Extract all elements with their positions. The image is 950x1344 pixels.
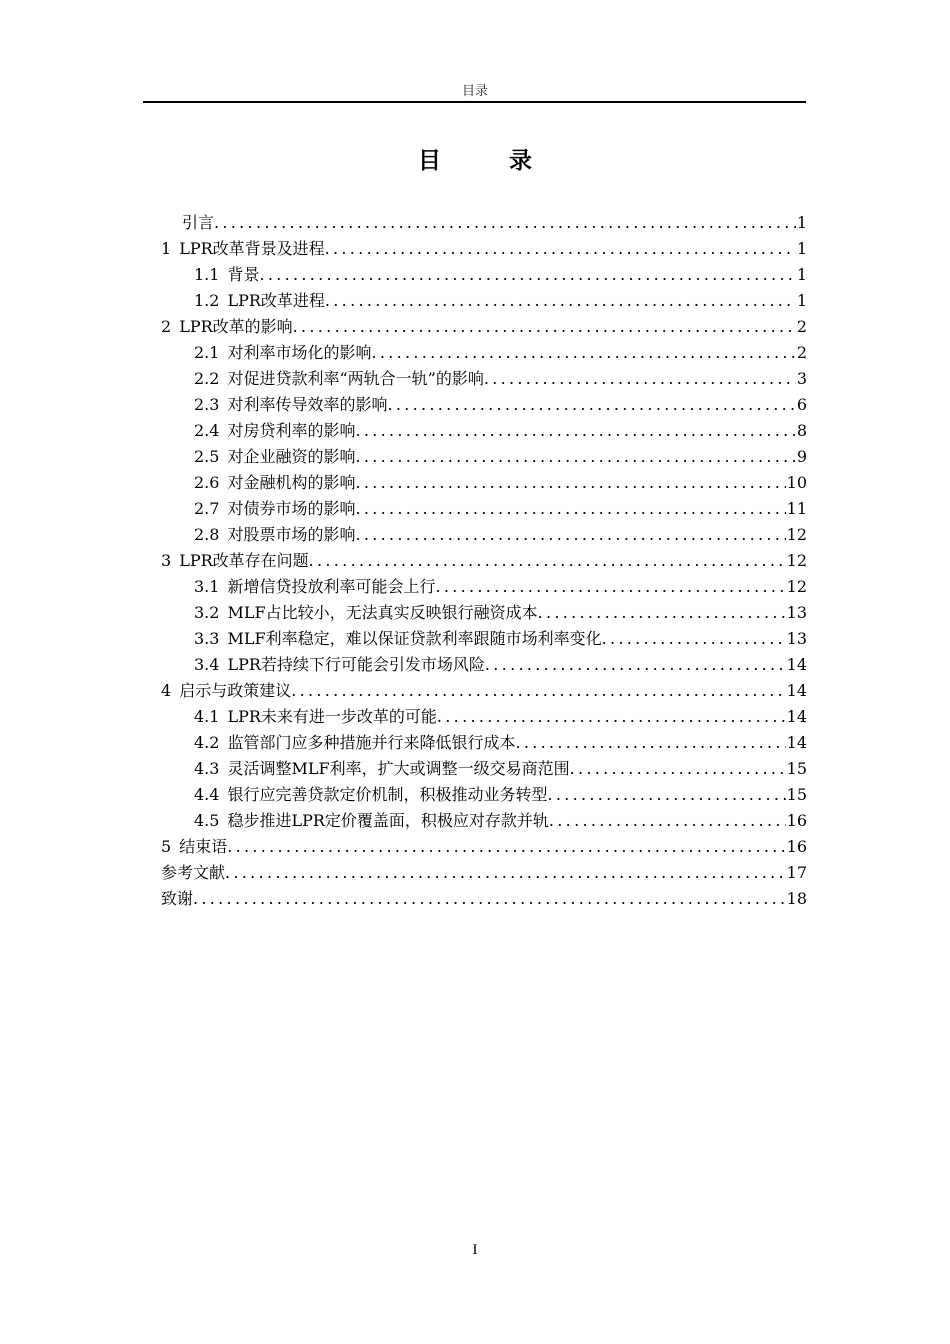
toc-entry-label [161,548,309,574]
toc-entry-page: 15 [786,785,807,804]
toc-entry-label [161,886,193,912]
toc-entry[interactable] [0,730,950,756]
toc-entry-number: 4.4 [194,785,220,804]
toc-entry-number: 2.4 [194,421,220,440]
toc-entry-page: 1 [796,291,807,310]
toc-entry-page: 15 [786,759,807,778]
toc-entry[interactable] [0,756,950,782]
toc-entry-title: 结束语 [179,837,228,856]
toc-entry-title: 致谢 [161,889,194,908]
toc-entry-page: 1 [796,265,807,284]
toc-entry-label [182,210,214,236]
page-title: 目 录 [417,148,562,174]
toc-entry-label [194,574,435,600]
toc-dot-leader [309,548,786,574]
toc-entry-page: 9 [796,447,807,466]
toc-entry[interactable] [0,834,950,860]
toc-entry-page: 1 [796,239,807,258]
toc-entry-number: 1 [161,239,172,258]
toc-entry-number: 1.1 [194,265,220,284]
toc-entry-title: 稳步推进LPR定价覆盖面，积极应对存款并轨 [227,811,549,830]
toc-entry[interactable] [0,808,950,834]
toc-dot-leader [355,470,785,496]
toc-entry-label [194,756,570,782]
toc-dot-leader [549,808,786,834]
toc-entry-page: 1 [796,213,807,232]
toc-entry-label [194,366,484,392]
toc-entry[interactable] [0,470,950,496]
toc-entry-page: 2 [796,317,807,336]
toc-entry-label [194,444,355,470]
toc-entry-title: LPR改革的影响 [179,317,293,336]
toc-dot-leader [547,782,785,808]
table-of-contents [0,210,950,912]
toc-entry[interactable] [0,418,950,444]
toc-dot-leader [325,236,796,262]
toc-dot-leader [570,756,786,782]
toc-dot-leader [293,314,796,340]
toc-entry-title: LPR若持续下行可能会引发市场风险 [227,655,485,674]
toc-entry-number: 2.3 [194,395,220,414]
toc-entry[interactable] [0,522,950,548]
toc-entry-number: 4.5 [194,811,220,830]
toc-dot-leader [355,496,785,522]
toc-entry-page: 12 [786,577,807,596]
toc-entry-page: 14 [786,707,807,726]
toc-entry-label [194,730,515,756]
toc-entry[interactable] [0,444,950,470]
page-number: I [472,1242,478,1258]
toc-dot-leader [355,444,795,470]
toc-entry-number: 2.6 [194,473,220,492]
toc-entry-title: 灵活调整MLF利率，扩大或调整一级交易商范围 [227,759,570,778]
toc-entry-label [194,652,485,678]
toc-entry-label [194,704,437,730]
toc-entry-page: 8 [796,421,807,440]
toc-entry-label [194,808,549,834]
toc-entry-title: LPR改革进程 [227,291,325,310]
toc-entry-number: 2.5 [194,447,220,466]
toc-dot-leader [355,418,795,444]
toc-entry-label [194,782,547,808]
toc-entry[interactable] [0,210,950,236]
toc-entry-label [161,314,293,340]
toc-entry-title: LPR未来有进一步改革的可能 [227,707,437,726]
toc-entry-number: 3 [161,551,172,570]
toc-entry-title: 对股票市场的影响 [227,525,356,544]
toc-entry-page: 13 [786,629,807,648]
toc-entry-number: 3.2 [194,603,220,622]
toc-entry-title: 引言 [182,213,215,232]
toc-dot-leader [225,860,786,886]
toc-entry-title: 对利率市场化的影响 [227,343,372,362]
toc-entry-label [194,626,602,652]
toc-entry-title: MLF利率稳定，难以保证贷款利率跟随市场利率变化 [227,629,602,648]
toc-entry-number: 2.2 [194,369,220,388]
toc-entry-label [194,392,387,418]
toc-entry-number: 2.1 [194,343,220,362]
toc-entry[interactable] [0,652,950,678]
toc-entry-page: 17 [786,863,807,882]
toc-entry-number: 3.3 [194,629,220,648]
toc-entry-title: LPR改革背景及进程 [179,239,325,258]
toc-entry-page: 18 [786,889,807,908]
header-rule [143,101,806,103]
toc-entry-number: 5 [161,837,172,856]
toc-entry-page: 12 [786,551,807,570]
toc-entry-number: 2.7 [194,499,220,518]
toc-entry[interactable] [0,262,950,288]
toc-entry-page: 14 [786,681,807,700]
toc-entry-page: 16 [786,837,807,856]
toc-entry-number: 3.4 [194,655,220,674]
toc-entry-label [194,340,371,366]
toc-dot-leader [193,886,786,912]
toc-entry-title: MLF占比较小，无法真实反映银行融资成本 [227,603,538,622]
toc-entry[interactable] [0,548,950,574]
toc-dot-leader [435,574,785,600]
toc-dot-leader [515,730,785,756]
toc-entry-label [194,470,355,496]
toc-entry-label [194,418,355,444]
toc-dot-leader [227,834,785,860]
toc-entry-title: LPR改革存在问题 [179,551,309,570]
toc-entry-title: 银行应完善贷款定价机制，积极推动业务转型 [227,785,548,804]
toc-entry[interactable] [0,886,950,912]
toc-entry-label [194,288,325,314]
toc-entry-page: 6 [796,395,807,414]
toc-dot-leader [291,678,785,704]
toc-entry[interactable] [0,288,950,314]
toc-entry-page: 12 [786,525,807,544]
toc-entry[interactable] [0,236,950,262]
toc-entry-label [161,236,325,262]
toc-entry-page: 11 [786,499,807,518]
toc-entry[interactable] [0,314,950,340]
toc-dot-leader [387,392,795,418]
toc-entry-number: 4 [161,681,172,700]
toc-entry-number: 2.8 [194,525,220,544]
toc-dot-leader [602,626,786,652]
toc-dot-leader [484,366,796,392]
toc-entry-page: 3 [796,369,807,388]
toc-entry-page: 10 [786,473,807,492]
toc-entry-title: 启示与政策建议 [179,681,292,700]
toc-entry-title: 监管部门应多种措施并行来降低银行成本 [227,733,516,752]
toc-entry-title: 对利率传导效率的影响 [227,395,388,414]
toc-entry-number: 4.1 [194,707,220,726]
toc-dot-leader [538,600,786,626]
toc-entry[interactable] [0,600,950,626]
toc-entry[interactable] [0,574,950,600]
toc-entry[interactable] [0,340,950,366]
toc-entry-label [161,834,227,860]
toc-entry-label [161,678,291,704]
toc-entry-number: 4.2 [194,733,220,752]
toc-entry-number: 2 [161,317,172,336]
toc-entry-page: 14 [786,733,807,752]
toc-entry-label [194,262,259,288]
toc-entry-page: 2 [796,343,807,362]
toc-entry[interactable] [0,366,950,392]
toc-dot-leader [355,522,785,548]
toc-entry-page: 13 [786,603,807,622]
toc-entry-page: 14 [786,655,807,674]
toc-dot-leader [259,262,795,288]
toc-entry-title: 背景 [227,265,260,284]
running-header: 目录 [461,84,488,99]
toc-dot-leader [325,288,796,314]
toc-entry[interactable] [0,626,950,652]
toc-entry-number: 3.1 [194,577,220,596]
toc-entry[interactable] [0,860,950,886]
toc-entry[interactable] [0,392,950,418]
toc-entry[interactable] [0,496,950,522]
toc-entry[interactable] [0,704,950,730]
toc-entry-label [194,496,355,522]
toc-dot-leader [214,210,796,236]
toc-entry-label [194,600,538,626]
toc-entry[interactable] [0,678,950,704]
toc-entry-title: 对债券市场的影响 [227,499,356,518]
toc-entry-page: 16 [786,811,807,830]
toc-entry-title: 新增信贷投放利率可能会上行 [227,577,436,596]
toc-entry-label [194,522,355,548]
toc-entry-number: 4.3 [194,759,220,778]
toc-dot-leader [371,340,795,366]
toc-entry-title: 参考文献 [161,863,226,882]
toc-entry-title: 对房贷利率的影响 [227,421,356,440]
toc-entry[interactable] [0,782,950,808]
toc-entry-title: 对企业融资的影响 [227,447,356,466]
toc-entry-label [161,860,225,886]
toc-entry-title: 对金融机构的影响 [227,473,356,492]
toc-dot-leader [437,704,786,730]
toc-dot-leader [485,652,786,678]
toc-entry-title: 对促进贷款利率“两轨合一轨”的影响 [227,369,484,388]
toc-entry-number: 1.2 [194,291,220,310]
